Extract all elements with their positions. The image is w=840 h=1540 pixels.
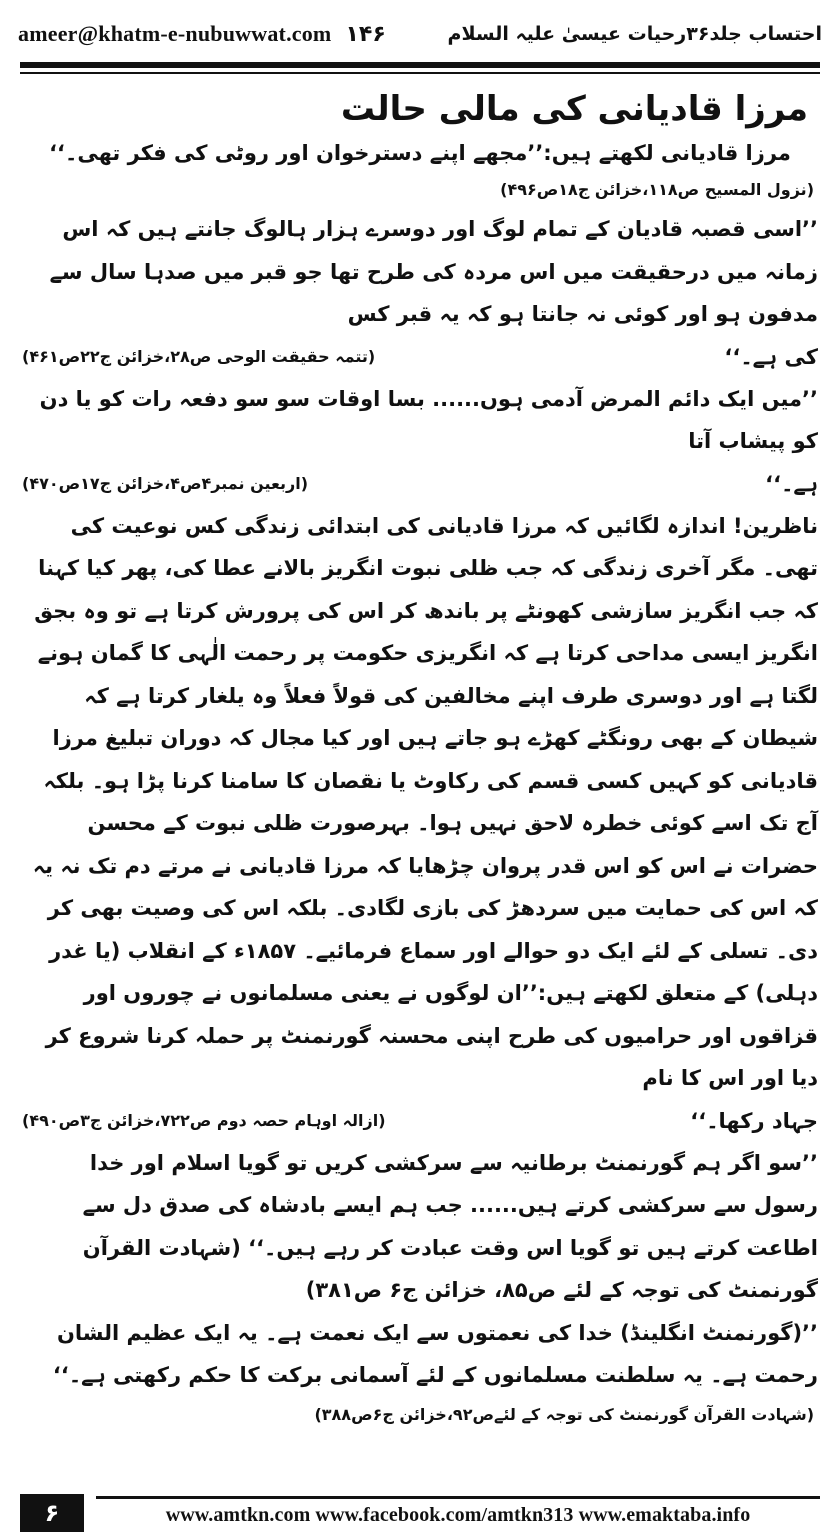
- page-content: [22, 84, 818, 1433]
- header-page-number: ۱۴۶: [345, 21, 386, 47]
- quote-2-end: ہے۔‘‘: [765, 471, 818, 496]
- reference-2: (تتمہ حقیقت الوحی ص۲۸،خزائن ج۲۲ص۴۶۱): [22, 346, 376, 366]
- reference-5: (شہادت القرآن گورنمنٹ کی توجہ کے لئےص۹۲،خزائن ج۶ص۳۸۸): [314, 1404, 814, 1424]
- header-rule-thin: [20, 72, 820, 74]
- header-book-title: احتساب جلد۳۶رحیات عیسیٰ علیہ السلام: [447, 23, 822, 45]
- quote-4: ’’(گورنمنٹ انگلینڈ) خدا کی نعمتوں سے ایک نعمت ہے۔ یہ ایک عظیم الشان رحمت ہے۔ یہ سلطنت مسلمانوں کے لئے آسمانی برکت کا حکم رکھتی ہے۔‘‘: [52, 1320, 818, 1387]
- intro-line: مرزا قادیانی لکھتے ہیں:’’مجھے اپنے دسترخوان اور روٹی کی فکر تھی۔‘‘: [49, 141, 791, 165]
- reference-4: (ازالہ اوہام حصہ دوم ص۷۲۲،خزائن ج۳ص۴۹۰): [22, 1110, 386, 1130]
- paragraph-1: ناظرین! اندازہ لگائیں کہ مرزا قادیانی کی ابتدائی زندگی کس نوعیت کی تھی۔ مگر آخری زندگی کہ جب ظلی نبوت انگریز بالانے عطا کی، پھر کیا کہنا کہ جب انگریز سازشی کھونٹے پر باندھ کر اس کی پرورش کرتا ہے تو وہ بجق انگریز ایسی مداحی کرتا ہے کہ انگریزی حکومت پر رحمت الٰہی کا گمان ہونے لگتا ہے اور دوسری طرف اپنے مخالفین کی قولاً فعلاً وہ یلغار کرتا ہے کہ شیطان کے بھی رونگٹے کھڑے ہو جاتے ہیں اور کیا مجال کہ دوران تبلیغ مرزا قادیانی کو کہیں کسی قسم کی رکاوٹ یا نقصان کا سامنا کرنا پڑا ہو۔ بلکہ آج تک اسے کوئی خطرہ لاحق نہیں ہوا۔ بہرصورت ظلی نبوت کے محسن حضرات نے اس کو اس قدر پروان چڑھایا کہ مرزا قادیانی نے مرتے دم تک نہ یہ کہ اس کی حمایت میں سردھڑ کی بازی لگادی۔ بلکہ اس کی وصیت بھی کر دی۔ تسلی کے لئے ایک دو حوالے اور سماع فرمائیے۔ ۱۸۵۷ء کے انقلاب (یا غدر دہلی) کے متعلق لکھتے ہیں:’’ان لوگوں نے یعنی مسلمانوں نے چوروں اور قزاقوں اور حرامیوں کی طرح اپنی محسنہ گورنمنٹ پر حملہ کرنا شروع کر دیا اور اس کا نام: [32, 513, 818, 1090]
- paragraph-1-end: جہاد رکھا۔‘‘: [690, 1108, 818, 1133]
- section-title: مرزا قادیانی کی مالی حالت: [340, 89, 808, 129]
- footer-rule: [96, 1496, 820, 1499]
- header-left: [18, 21, 386, 47]
- reference-3: (اربعین نمبر۴ص۴،خزائن ج۱۷ص۴۷۰): [22, 473, 309, 493]
- footer-page-box: ۶: [20, 1494, 84, 1532]
- quote-1-end: کی ہے۔‘‘: [724, 344, 818, 369]
- header-rule-thick: [20, 62, 820, 68]
- footer-links[interactable]: www.amtkn.com www.facebook.com/amtkn313 www.emaktaba.info: [165, 1504, 751, 1526]
- quote-2: ’’میں ایک دائم المرض آدمی ہوں...... بسا اوقات سو سو دفعہ رات کو یا دن کو پیشاب آتا: [39, 386, 818, 453]
- quote-1-tail: [22, 336, 818, 378]
- header-email[interactable]: ameer@khatm-e-nubuwwat.com: [18, 21, 332, 46]
- reference-1: (نزول المسیح ص۱۱۸،خزائن ج۱۸ص۴۹۶): [500, 180, 814, 199]
- paragraph-1-tail: [22, 1100, 818, 1142]
- quote-3: ’’سو اگر ہم گورنمنٹ برطانیہ سے سرکشی کریں تو گویا اسلام اور خدا رسول سے سرکشی کرتے ہیں...... جب ہم ایسے بادشاہ کی صدق دل سے اطاعت کرتے ہیں تو گویا اس وقت عبادت کر رہے ہیں۔‘‘ (شہادت القرآن گورنمنٹ کی توجہ کے لئے ص۸۵، خزائن ج۶ ص۳۸۱): [82, 1150, 818, 1302]
- quote-2-tail: [22, 463, 818, 505]
- page-header: [18, 14, 822, 54]
- quote-1: ’’اسی قصبہ قادیان کے تمام لوگ اور دوسرے ہزار ہالوگ جانتے ہیں کہ اس زمانہ میں درحقیقت میں اس مردہ کی طرح تھا جو قبر میں صدہا سال سے مدفون ہو اور کوئی نہ جانتا ہو کہ یہ قبر کس: [49, 217, 818, 326]
